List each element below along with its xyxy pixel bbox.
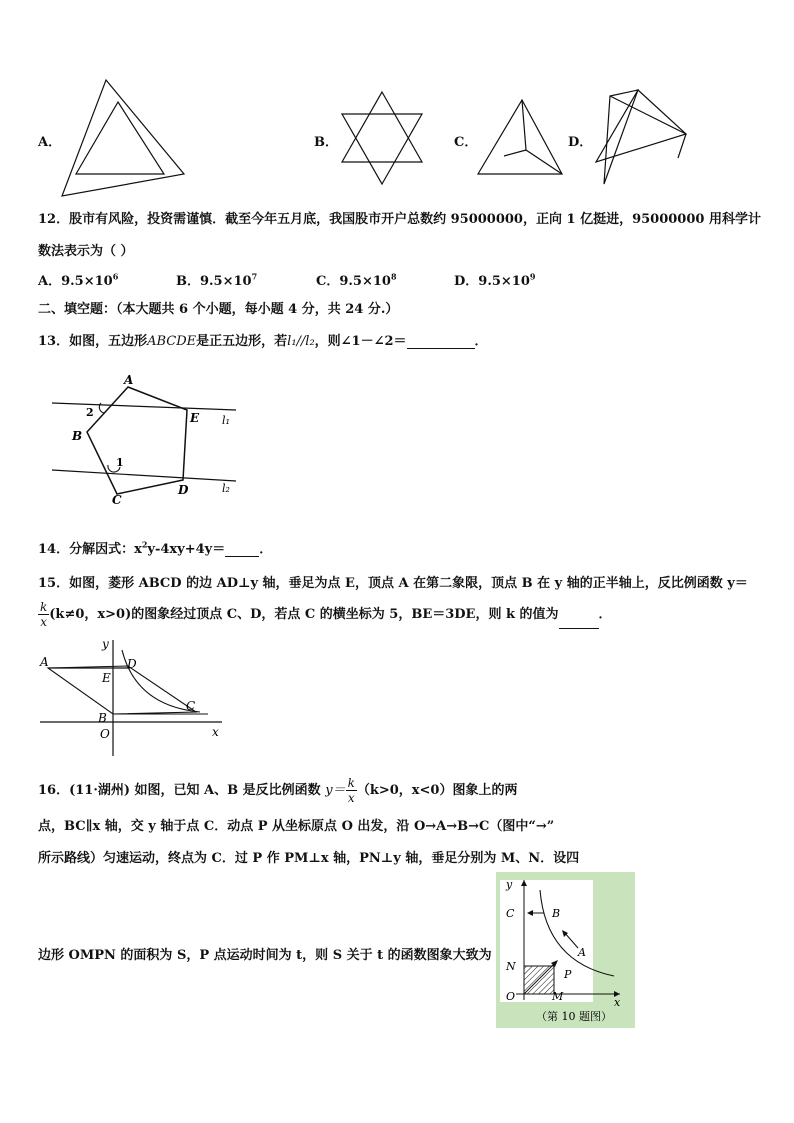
q12-line1: 12．股市有风险，投资需谨慎．截至今年五月底，我国股市开户总数约 95000000，正向 1 亿挺进，95000000 用科学计	[38, 212, 761, 227]
q16-label-n: N	[506, 960, 516, 973]
q13-label-a: A	[124, 373, 134, 387]
q15-answer-blank[interactable]	[559, 628, 599, 629]
q15-label-d: D	[127, 657, 137, 671]
option-c-label: C．	[454, 135, 478, 150]
q15-line1: 15．如图，菱形 ABCD 的边 AD⊥y 轴，垂足为点 E，顶点 A 在第二象限，顶点 B 在 y 轴的正半轴上，反比例函数 y＝	[38, 576, 748, 591]
q15-line2: $\frac{k}{x}$ (k≠0，x>0)的图象经过顶点 C、D，若点 C 的横坐标为 5，BE＝3DE，则 k 的值为 ．	[40, 600, 612, 629]
q15-fraction: $\frac{k}{x}$	[40, 600, 48, 629]
q15-label-y: y	[102, 637, 109, 651]
q15-label-x: x	[212, 725, 219, 739]
q13-label-e: E	[190, 411, 200, 425]
q16-label-c: C	[506, 907, 515, 920]
option-d-figure	[590, 86, 696, 188]
q16-caption: （第 10 题图）	[536, 1010, 612, 1023]
q12-option-a[interactable]: A．$9.5\times 10^6$	[38, 271, 119, 289]
q13-angle-1: 1	[116, 456, 124, 469]
q16-label-x: x	[614, 996, 621, 1009]
q14-text: 14．分解因式：$x^2y-4xy+4y=$ ．	[38, 539, 273, 557]
q16-label-o: O	[506, 990, 516, 1003]
q16-label-y: y	[506, 878, 513, 891]
q16-line4: 边形 OMPN 的面积为 S，P 点运动时间为 t，则 S 关于 t 的函数图象大致为	[38, 948, 492, 963]
q12-line2: 数法表示为（ ）	[38, 244, 134, 259]
option-a-label: A．	[38, 135, 62, 150]
q16-line3: 所示路线）匀速运动，终点为 C．过 P 作 PM⊥x 轴，PN⊥y 轴，垂足分别为 M、N．设四	[38, 851, 580, 866]
q13-text: 13．如图，五边形ABCDE是正五边形，若l₁//l₂，则∠1－∠2＝ ．	[38, 334, 488, 349]
q12-option-c[interactable]: C．$9.5\times 10^8$	[316, 271, 397, 289]
q13-label-l2: l₂	[222, 482, 230, 495]
q15-label-o: O	[100, 727, 110, 741]
q13-label-c: C	[112, 493, 122, 506]
q16-label-b: B	[552, 907, 561, 920]
q13-label-d: D	[178, 483, 189, 497]
q15-rhombus-figure	[36, 636, 226, 760]
q13-pentagon-figure	[44, 372, 244, 506]
q15-label-a: A	[40, 655, 49, 669]
q16-line1: 16．(11·湖州) 如图，已知 A、B 是反比例函数 y＝ $\frac{k}{x}$ （k>0，x<0）图象上的两	[38, 776, 518, 805]
section-heading: 二、填空题：（本大题共 6 个小题，每小题 4 分，共 24 分.）	[38, 302, 399, 317]
option-b-label: B．	[314, 135, 338, 150]
q14-answer-blank[interactable]	[225, 556, 259, 557]
q16-label-a: A	[578, 946, 586, 959]
q16-line2: 点，BC∥x 轴，交 y 轴于点 C．动点 P 从坐标原点 O 出发，沿 O→A→B→C（图中“→”	[38, 819, 555, 834]
q16-figure-box	[496, 872, 635, 1028]
q12-option-d[interactable]: D．$9.5\times 10^9$	[454, 271, 536, 289]
q13-label-b: B	[72, 429, 83, 443]
q12-option-b[interactable]: B．$9.5\times 10^7$	[176, 271, 258, 289]
q15-label-b: B	[98, 711, 107, 725]
q16-label-m: M	[552, 990, 564, 1003]
q16-label-p: P	[564, 968, 572, 981]
q13-answer-blank[interactable]	[407, 348, 475, 349]
option-d-label: D．	[568, 135, 593, 150]
q16-fraction: $\frac{k}{x}$	[347, 776, 355, 805]
option-b-figure	[336, 90, 428, 186]
q15-label-c: C	[186, 699, 196, 713]
option-c-figure	[476, 98, 568, 178]
q15-label-e: E	[102, 671, 111, 685]
q13-label-l1: l₁	[222, 414, 230, 427]
q13-angle-2: 2	[86, 406, 94, 419]
option-a-figure	[60, 78, 190, 198]
